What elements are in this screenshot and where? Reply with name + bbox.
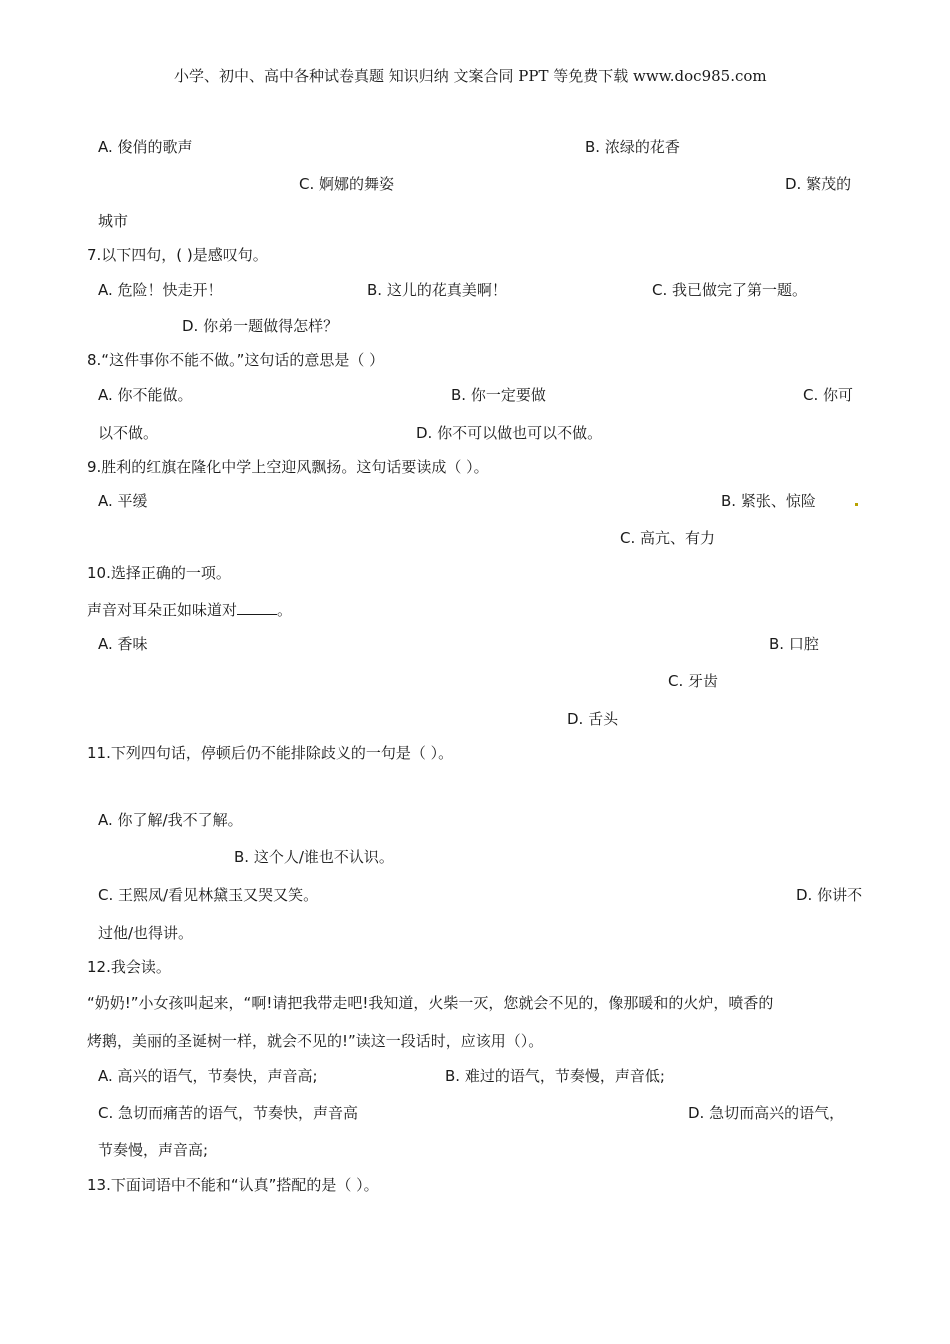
q6-option-d-cont: 城市 <box>98 212 129 230</box>
q12-passage-line-1: “奶奶!”小女孩叫起来，“啊!请把我带走吧!我知道，火柴一灭，您就会不见的，像那暖和的火炉，喷香的 <box>87 994 774 1012</box>
q11-stem: 11.下列四句话，停顿后仍不能排除歧义的一句是（ ）。 <box>87 744 454 762</box>
q9-stem: 9.胜利的红旗在隆化中学上空迎风飘扬。这句话要读成（ ）。 <box>87 458 489 476</box>
q9-option-c: C. 高亢、有力 <box>620 529 716 547</box>
stray-mark <box>855 503 858 506</box>
q11-option-d-cont: 过他/也得讲。 <box>98 924 194 942</box>
q12-option-d: D. 急切而高兴的语气， <box>688 1104 845 1122</box>
q10-sentence-before: 声音对耳朵正如味道对 <box>87 601 238 619</box>
q12-option-b: B. 难过的语气，节奏慢，声音低; <box>445 1067 665 1085</box>
q12-option-a: A. 高兴的语气，节奏快，声音高; <box>98 1067 318 1085</box>
q8-option-a: A. 你不能做。 <box>98 386 193 404</box>
q10-option-a: A. 香味 <box>98 635 148 653</box>
q6-option-c: C. 婀娜的舞姿 <box>299 175 395 193</box>
q10-sentence-after: 。 <box>277 601 293 619</box>
q11-option-c: C. 王熙凤/看见林黛玉又哭又笑。 <box>98 886 319 904</box>
q8-option-c: C. 你可 <box>803 386 854 404</box>
q11-option-a: A. 你了解/我不了解。 <box>98 811 243 829</box>
page-header: 小学、初中、高中各种试卷真题 知识归纳 文案合同 PPT 等免费下载 www.doc985.com <box>174 67 767 85</box>
q7-stem: 7.以下四句，( )是感叹句。 <box>87 246 268 264</box>
q11-option-b: B. 这个人/谁也不认识。 <box>234 848 394 866</box>
q10-sentence <box>87 600 292 620</box>
q8-stem: 8.“这件事你不能不做。”这句话的意思是（ ） <box>87 351 385 369</box>
q7-option-b: B. 这儿的花真美啊！ <box>367 281 507 299</box>
q7-option-d: D. 你弟一题做得怎样？ <box>182 317 339 335</box>
q10-option-d: D. 舌头 <box>567 710 619 728</box>
q6-option-b: B. 浓绿的花香 <box>585 138 680 156</box>
q6-option-a: A. 俊俏的歌声 <box>98 138 193 156</box>
q12-option-d-cont: 节奏慢，声音高; <box>98 1141 209 1159</box>
q8-option-d: D. 你不可以做也可以不做。 <box>416 424 603 442</box>
answer-blank <box>237 600 277 615</box>
q13-stem: 13.下面词语中不能和“认真”搭配的是（ ）。 <box>87 1176 379 1194</box>
q9-option-b: B. 紧张、惊险 <box>721 492 816 510</box>
q12-passage-line-2: 烤鹅，美丽的圣诞树一样，就会不见的!”读这一段话时，应该用（）。 <box>87 1032 544 1050</box>
q8-option-b: B. 你一定要做 <box>451 386 546 404</box>
q12-stem: 12.我会读。 <box>87 958 171 976</box>
q7-option-c: C. 我已做完了第一题。 <box>652 281 808 299</box>
q6-option-d: D. 繁茂的 <box>785 175 852 193</box>
q9-option-a: A. 平缓 <box>98 492 148 510</box>
q10-stem: 10.选择正确的一项。 <box>87 564 231 582</box>
q8-option-c-cont: 以不做。 <box>98 424 159 442</box>
q12-option-c: C. 急切而痛苦的语气，节奏快，声音高 <box>98 1104 359 1122</box>
q10-option-b: B. 口腔 <box>769 635 819 653</box>
q7-option-a: A. 危险！快走开！ <box>98 281 223 299</box>
q10-option-c: C. 牙齿 <box>668 672 719 690</box>
q11-option-d: D. 你讲不 <box>796 886 863 904</box>
